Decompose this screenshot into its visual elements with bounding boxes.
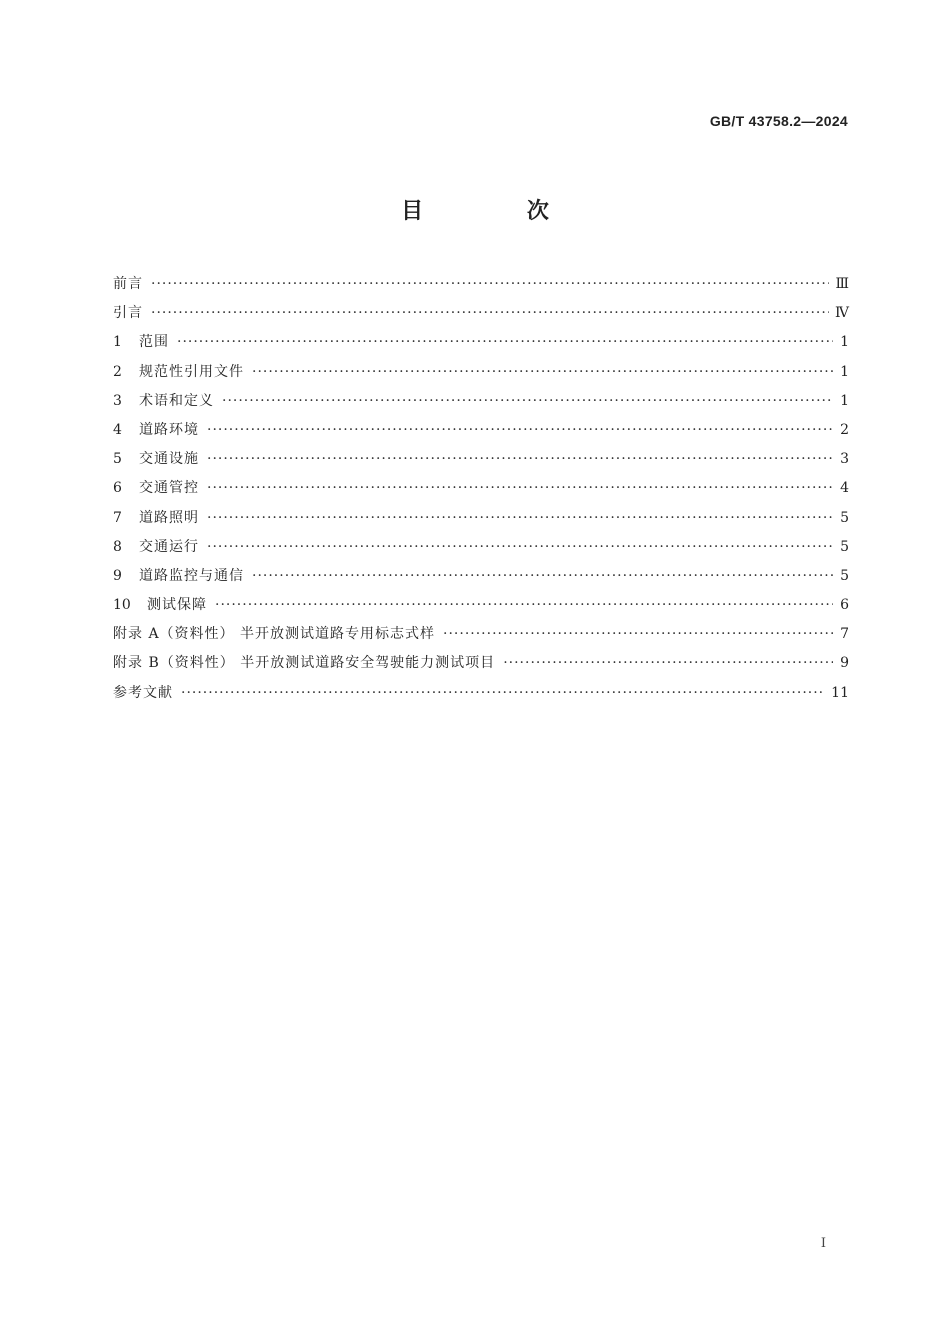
toc-entry-9[interactable] xyxy=(113,562,849,591)
toc-leader-dots xyxy=(207,533,833,562)
toc-leader-dots xyxy=(215,591,833,620)
toc-entry-number: 10 xyxy=(113,597,131,614)
toc-entry-appendix-b[interactable] xyxy=(113,649,849,678)
toc-leader-dots xyxy=(207,504,833,533)
toc-entry-number: 9 xyxy=(113,567,122,584)
toc-leader-dots xyxy=(207,445,833,474)
toc-entry-10[interactable] xyxy=(113,591,849,620)
toc-leader-dots xyxy=(151,299,829,328)
toc-entry-number: 7 xyxy=(113,509,122,526)
toc-leader-dots xyxy=(222,387,833,416)
toc-entry-label: 道路环境 xyxy=(139,421,199,438)
toc-entry-7[interactable] xyxy=(113,504,849,533)
toc-entry-label: 交通运行 xyxy=(139,538,199,555)
toc-leader-dots xyxy=(443,620,833,649)
toc-entry-number: 6 xyxy=(113,480,122,497)
toc-entry-page: 7 xyxy=(840,626,849,643)
toc-leader-dots xyxy=(177,328,833,357)
page-number: Ⅰ xyxy=(820,1236,826,1251)
toc-entry-number: 5 xyxy=(113,451,122,468)
toc-entry-number: 1 xyxy=(113,334,122,351)
toc-leader-dots xyxy=(503,649,833,678)
toc-entry-number: 4 xyxy=(113,421,122,438)
toc-entry-page: 5 xyxy=(840,509,849,526)
toc-entry-label: 范围 xyxy=(139,334,169,351)
toc-entry-5[interactable] xyxy=(113,445,849,474)
toc-entry-page: 2 xyxy=(840,421,849,438)
toc-entry-page: Ⅲ xyxy=(835,276,849,292)
toc-entry-label: 术语和定义 xyxy=(139,392,214,409)
toc-entry-label: 道路监控与通信 xyxy=(139,567,244,584)
toc-entry-page: 1 xyxy=(840,363,849,380)
toc-leader-dots xyxy=(207,474,833,503)
toc-entry-label: 前言 xyxy=(113,276,143,292)
toc-entry-page: 5 xyxy=(840,567,849,584)
toc-entry-label: 引言 xyxy=(113,305,143,322)
standard-code: GB/T 43758.2—2024 xyxy=(709,113,848,129)
toc-leader-dots xyxy=(252,562,833,591)
toc-entry-label: 交通设施 xyxy=(139,451,199,468)
toc-leader-dots xyxy=(181,679,825,708)
toc-entry-introduction[interactable] xyxy=(113,299,849,328)
toc-entry-label: 道路照明 xyxy=(139,509,199,526)
toc-entry-label: 规范性引用文件 xyxy=(139,363,244,380)
toc-entry-page: 9 xyxy=(840,655,849,672)
toc-title: 目 次 xyxy=(401,199,597,224)
toc-entry-3[interactable] xyxy=(113,387,849,416)
toc-entry-number: 3 xyxy=(113,392,122,409)
toc-entry-number: 8 xyxy=(113,538,122,555)
toc-entry-1[interactable] xyxy=(113,328,849,357)
toc-entry-8[interactable] xyxy=(113,533,849,562)
toc-entry-page: 11 xyxy=(831,684,849,701)
toc-entry-label: 参考文献 xyxy=(113,684,173,701)
toc-entry-page: 6 xyxy=(840,597,849,614)
toc-entry-foreword[interactable] xyxy=(113,270,849,299)
toc-entry-label: 测试保障 xyxy=(147,597,207,614)
toc-list xyxy=(113,270,849,708)
toc-entry-page: Ⅳ xyxy=(835,305,849,322)
toc-entry-label: 附录 A（资料性） 半开放测试道路专用标志式样 xyxy=(113,626,436,643)
toc-entry-label: 附录 B（资料性） 半开放测试道路安全驾驶能力测试项目 xyxy=(113,655,496,672)
toc-leader-dots xyxy=(252,358,833,387)
toc-leader-dots xyxy=(151,270,829,299)
toc-entry-page: 5 xyxy=(840,538,849,555)
toc-entry-appendix-a[interactable] xyxy=(113,620,849,649)
toc-leader-dots xyxy=(207,416,833,445)
toc-entry-page: 1 xyxy=(840,334,849,351)
toc-entry-6[interactable] xyxy=(113,474,849,503)
toc-entry-page: 4 xyxy=(840,480,849,497)
toc-entry-4[interactable] xyxy=(113,416,849,445)
toc-entry-2[interactable] xyxy=(113,358,849,387)
toc-entry-page: 3 xyxy=(840,451,849,468)
toc-entry-number: 2 xyxy=(113,363,122,380)
toc-entry-label: 交通管控 xyxy=(139,480,199,497)
toc-entry-references[interactable] xyxy=(113,679,849,708)
toc-entry-page: 1 xyxy=(840,392,849,409)
